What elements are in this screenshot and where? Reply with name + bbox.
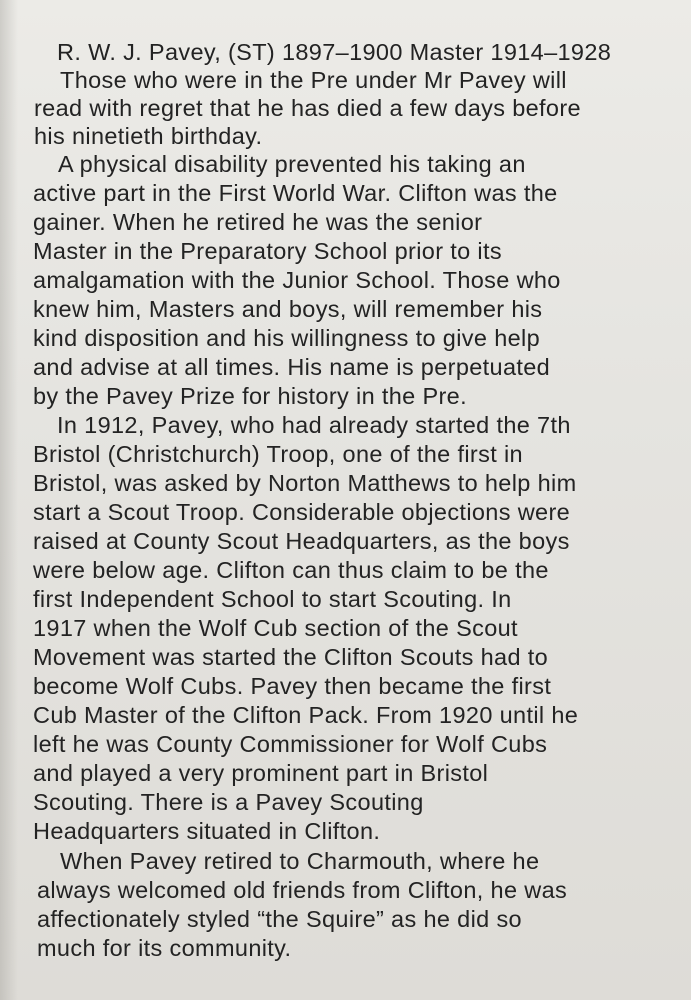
text-line: When Pavey retired to Charmouth, where he — [60, 848, 540, 874]
text-line: A physical disability prevented his taking an — [58, 151, 526, 177]
text-line: Bristol (Christchurch) Troop, one of the first in — [33, 441, 523, 467]
text-line: In 1912, Pavey, who had already started the 7th — [57, 412, 571, 438]
text-line: Scouting. There is a Pavey Scouting — [33, 789, 424, 815]
text-line: Master in the Preparatory School prior to its — [33, 238, 502, 264]
text-line: and advise at all times. His name is perpetuated — [33, 354, 551, 380]
text-line: gainer. When he retired he was the senior — [33, 209, 483, 235]
text-line: read with regret that he has died a few days before — [34, 95, 581, 121]
text-line: active part in the First World War. Clifton was the — [33, 180, 558, 206]
text-line: 1917 when the Wolf Cub section of the Scout — [33, 615, 518, 641]
text-line: kind disposition and his willingness to give help — [33, 325, 541, 351]
text-line: were below age. Clifton can thus claim to be the — [33, 557, 549, 583]
text-line: affectionately styled “the Squire” as he did so — [37, 906, 522, 932]
text-line: Bristol, was asked by Norton Matthews to help him — [33, 470, 577, 496]
text-line: and played a very prominent part in Bristol — [33, 760, 489, 786]
text-line: knew him, Masters and boys, will remember his — [33, 296, 543, 322]
page-edge-shadow — [0, 0, 18, 1000]
text-line: become Wolf Cubs. Pavey then became the first — [33, 673, 552, 699]
text-line: Cub Master of the Clifton Pack. From 1920 until he — [33, 702, 579, 728]
text-line: raised at County Scout Headquarters, as the boys — [33, 528, 570, 554]
text-line: his ninetieth birthday. — [34, 123, 263, 149]
text-line: by the Pavey Prize for history in the Pre. — [33, 383, 467, 409]
text-line: Headquarters situated in Clifton. — [33, 818, 381, 844]
text-line: start a Scout Troop. Considerable objections were — [33, 499, 571, 525]
text-line: left he was County Commissioner for Wolf Cubs — [33, 731, 548, 757]
text-line: much for its community. — [37, 935, 292, 961]
text-line: first Independent School to start Scouting. In — [33, 586, 512, 612]
text-line: Those who were in the Pre under Mr Pavey will — [60, 67, 567, 93]
obituary-heading: R. W. J. Pavey, (ST) 1897–1900 Master 1914–1928 — [57, 39, 612, 65]
text-line: Movement was started the Clifton Scouts had to — [33, 644, 549, 670]
text-line: always welcomed old friends from Clifton, he was — [37, 877, 568, 903]
text-line: amalgamation with the Junior School. Those who — [33, 267, 561, 293]
